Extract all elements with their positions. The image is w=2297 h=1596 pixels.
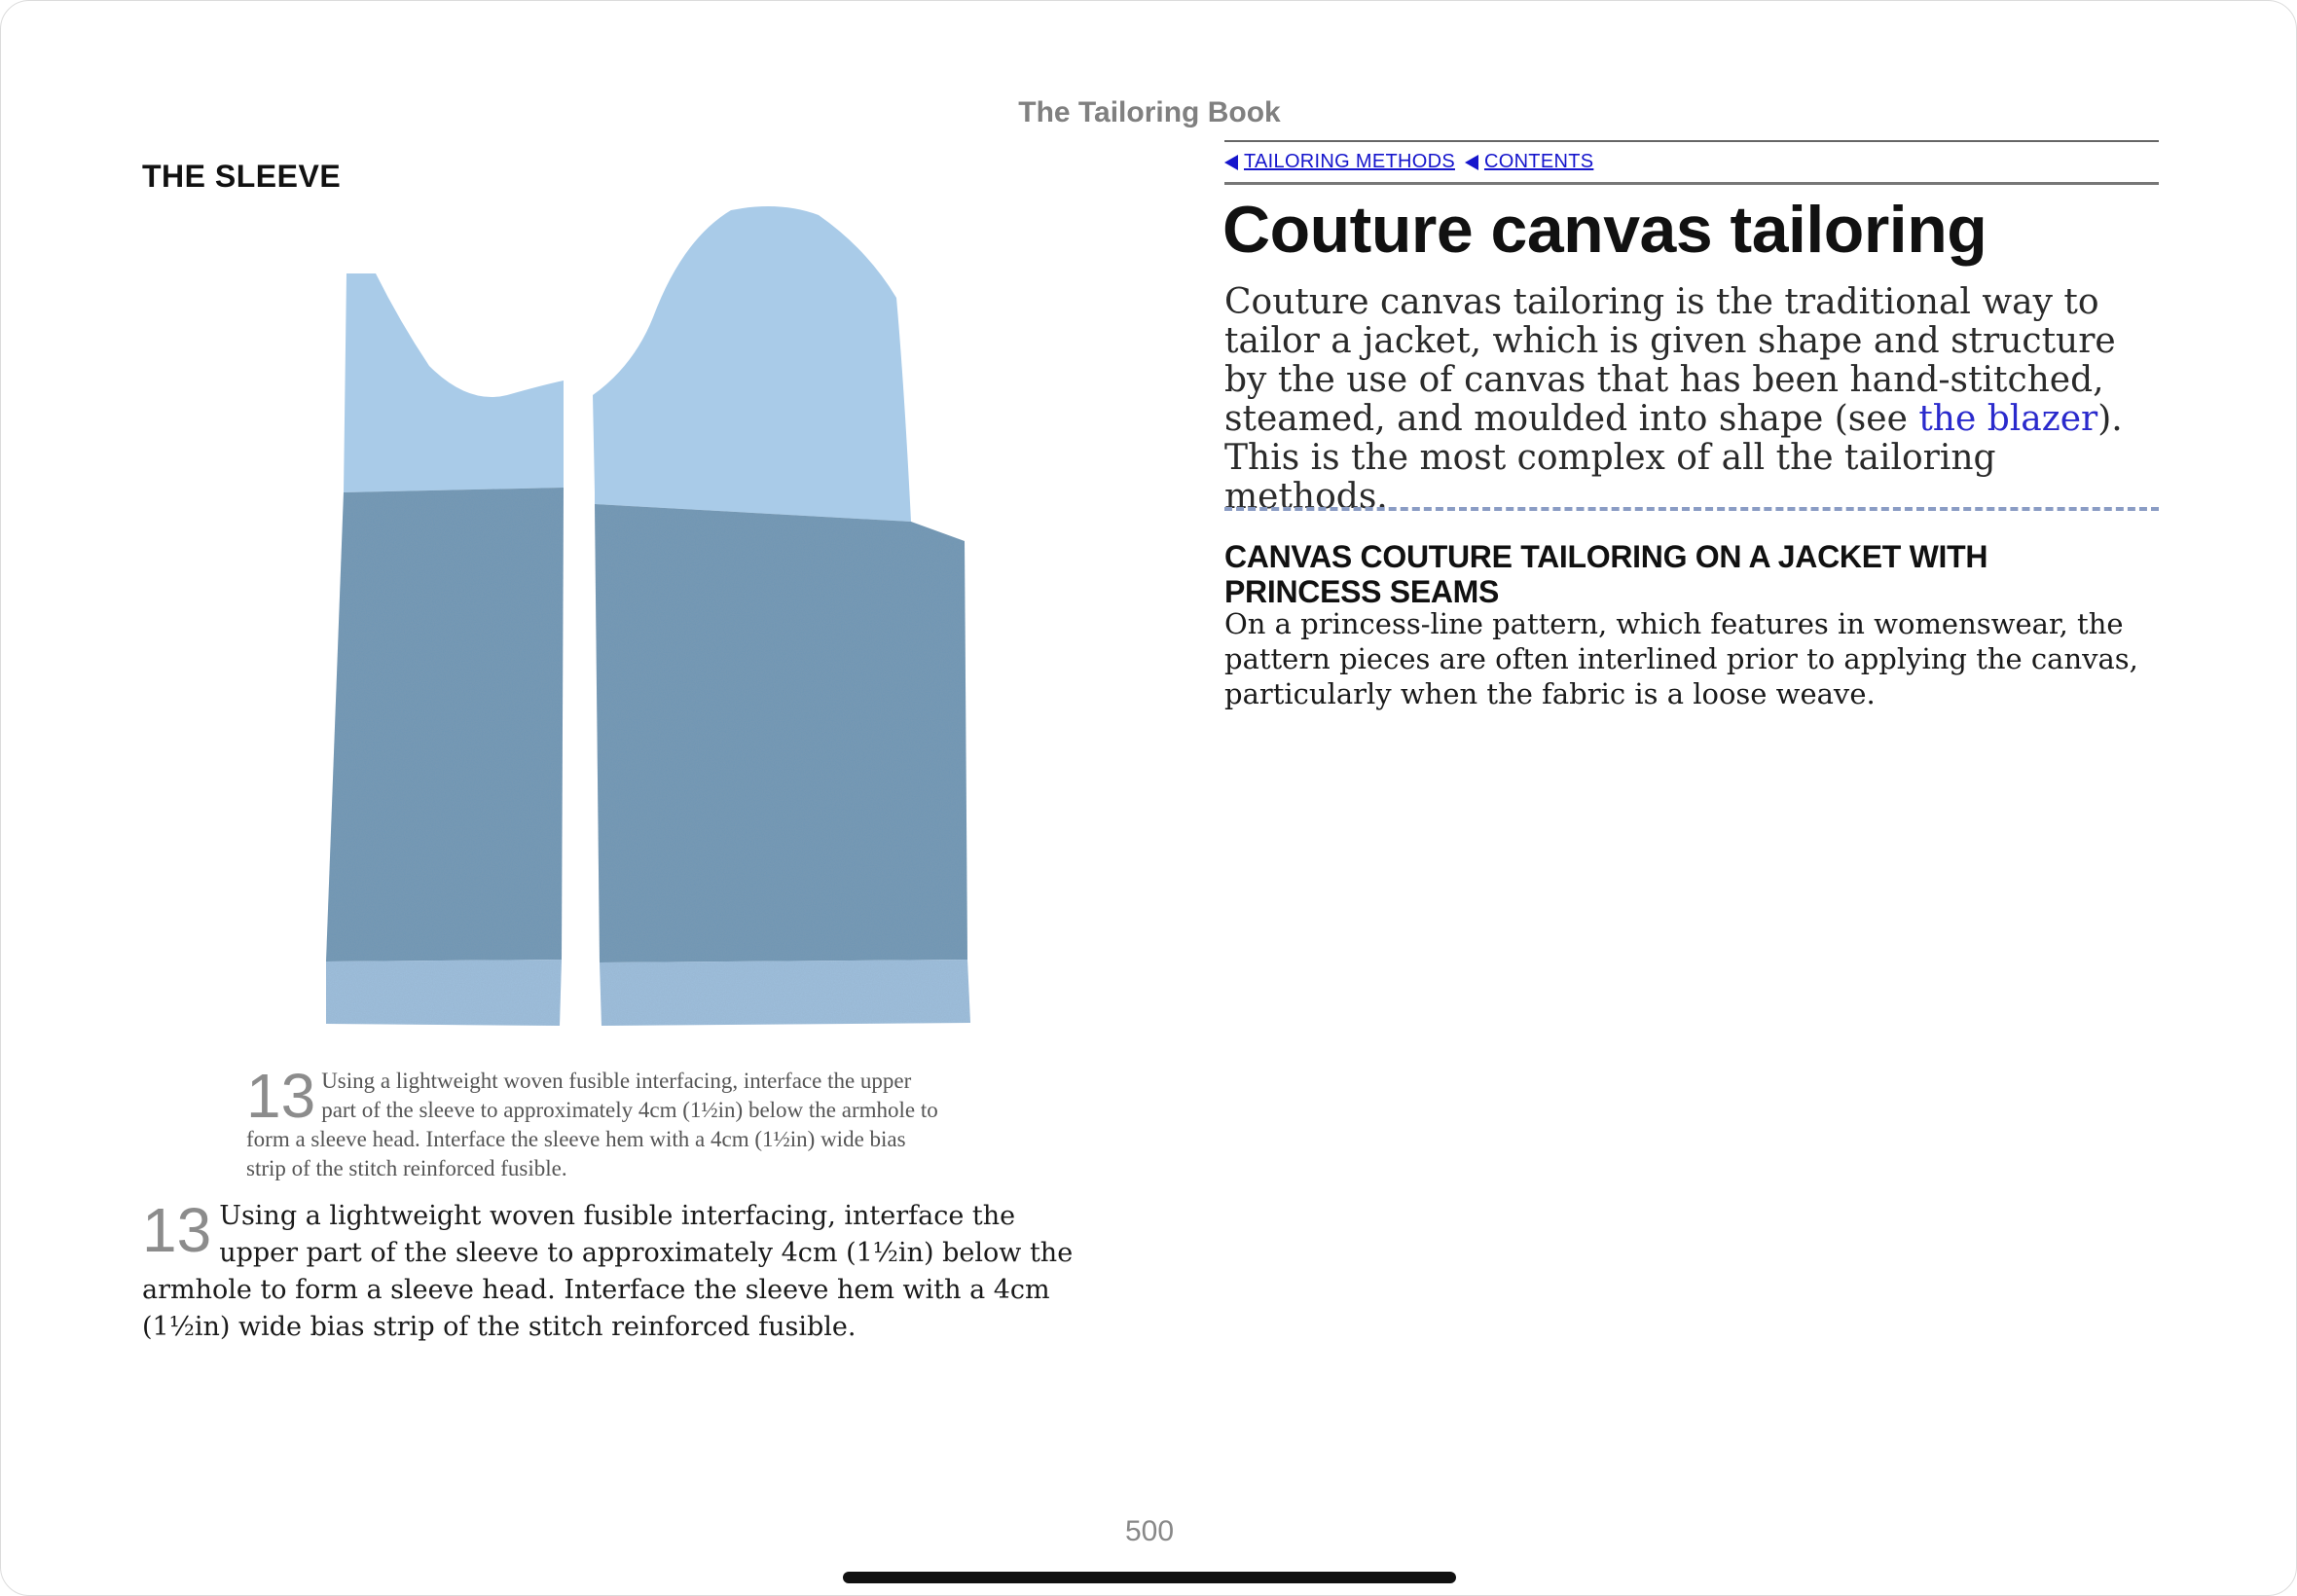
step-text: Using a lightweight woven fusible interfacing, interface the upper part of the sleeve to approximately 4cm (1½in) below the armhole to form a sleeve head. Interface the sleeve hem with a 4cm (1½in) wide bias strip of the stitch reinforced fusible.: [142, 1201, 1074, 1342]
sleeve-pattern-illustration: [312, 200, 984, 1037]
back-arrow-icon: [1465, 155, 1478, 170]
the-blazer-link[interactable]: the blazer: [1918, 399, 2098, 439]
contents-link[interactable]: CONTENTS: [1483, 151, 1594, 172]
body-paragraph: On a princess-line pattern, which features in womenswear, the pattern pieces are often interlined prior to applying the canvas, particularly when the fabric is a loose weave.: [1224, 607, 2138, 710]
intro-text-end: ). This is the most complex of all the tailoring methods.: [1224, 399, 2123, 517]
intro-text-start: Couture canvas tailoring is the traditional way to tailor a jacket, which is given shape and structure by the use of canvas that has been hand-stitched, steamed, and moulded into shape (see: [1224, 282, 2116, 439]
caption-text: Using a lightweight woven fusible interfacing, interface the upper part of the sleeve to approximately 4cm (1½in) below the armhole to form a sleeve head. Interface the sleeve hem with a 4cm (1½in) wide bias strip of the stitch reinforced fusible.: [246, 1069, 938, 1180]
step-paragraph: [142, 1195, 1076, 1346]
tailoring-methods-link[interactable]: TAILORING METHODS: [1244, 151, 1455, 172]
home-indicator[interactable]: [843, 1572, 1456, 1583]
nav-contents[interactable]: [1465, 151, 1593, 173]
under-sleeve-piece: [326, 273, 564, 1026]
chapter-navigation: [1224, 140, 2159, 185]
nav-back-tailoring-methods[interactable]: [1224, 151, 1455, 173]
figure-caption: [246, 1061, 947, 1183]
step-number: 13: [142, 1195, 212, 1265]
upper-sleeve-piece: [593, 206, 970, 1026]
intro-paragraph: [1224, 283, 2164, 517]
section-heading: THE SLEEVE: [142, 159, 342, 194]
page-number: 500: [1124, 1515, 1175, 1547]
book-title: The Tailoring Book: [1018, 96, 1281, 128]
back-arrow-icon: [1224, 155, 1238, 170]
caption-step-number: 13: [246, 1061, 316, 1131]
subsection-heading: CANVAS COUTURE TAILORING ON A JACKET WITH PRINCESS SEAMS: [1224, 539, 1988, 609]
section-divider: [1224, 507, 2159, 511]
chapter-title: Couture canvas tailoring: [1222, 193, 1987, 267]
